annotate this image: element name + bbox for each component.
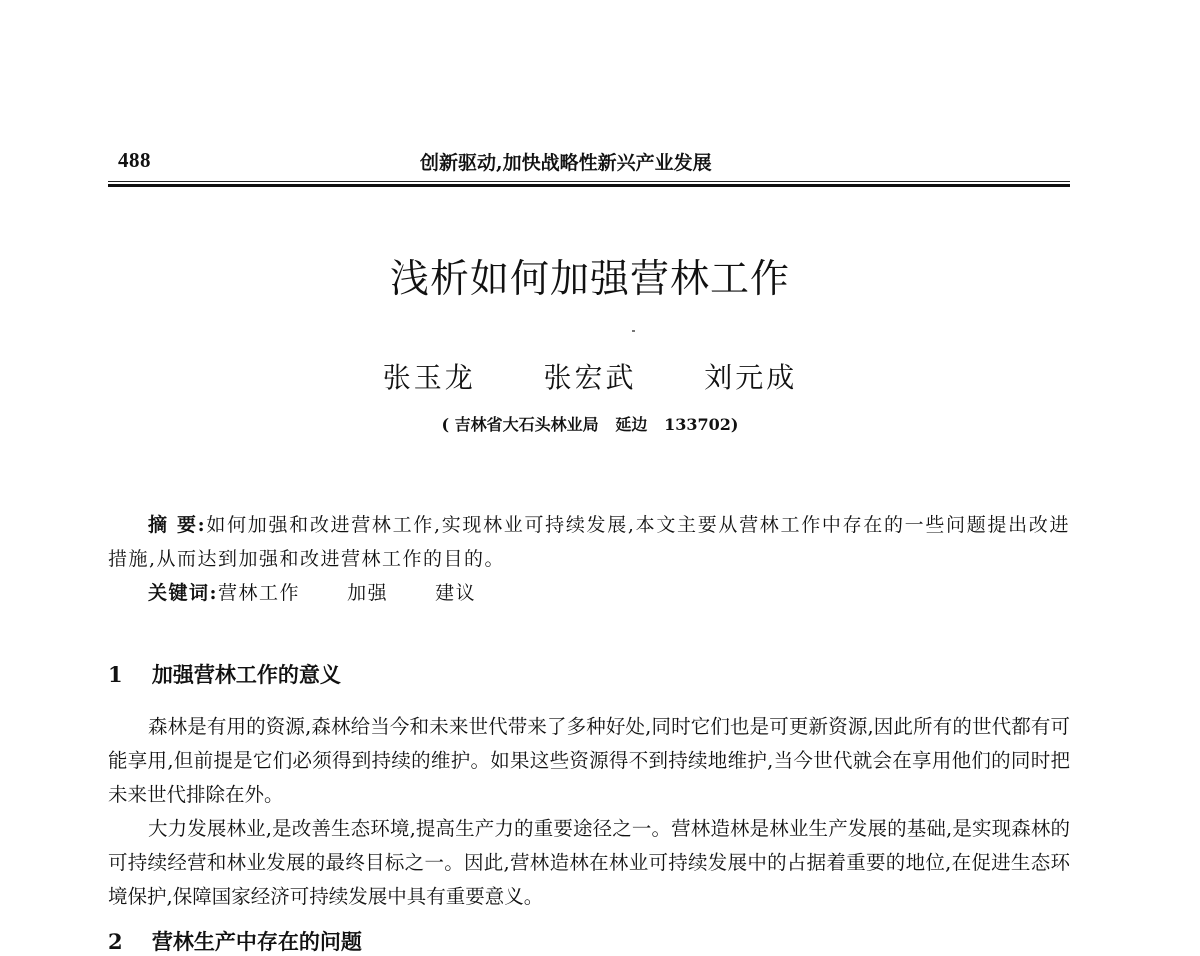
running-title: 创新驱动,加快战略性新兴产业发展	[420, 152, 712, 174]
article-title: 浅析如何加强营林工作	[389, 257, 790, 302]
abstract-text: 如何加强和改进营林工作,实现林业可持续发展,本文主要从营林工作中存在的一些问题提出改进措施,从而达到加强和改进营林工作的目的。	[108, 514, 1070, 570]
abstract	[108, 508, 1070, 576]
keywords-label: 关键词:	[148, 582, 219, 604]
header-rule-thin	[108, 181, 1070, 182]
keywords-list: 营林工作 加强 建议	[218, 582, 477, 604]
section-heading: 2 营林生产中存在的问题	[108, 929, 362, 954]
article-authors: 张玉龙 张宏武 刘元成	[382, 361, 798, 394]
scan-speck	[632, 330, 635, 332]
paragraph: 森林是有用的资源,森林给当今和未来世代带来了多种好处,同时它们也是可更新资源,因此所有的世代都有可能享用,但前提是它们必须得到持续的维护。如果这些资源得不到持续地维护,当今世代就会在享用他们的同时把未来世代排除在外。	[108, 715, 1070, 806]
section-heading: 1 加强营林工作的意义	[108, 662, 341, 687]
article-affiliation: ( 吉林省大石头林业局 延边 133702)	[441, 415, 739, 434]
header-rule-thick	[108, 184, 1070, 187]
paragraph: 大力发展林业,是改善生态环境,提高生产力的重要途径之一。营林造林是林业生产发展的基础,是实现森林的可持续经营和林业发展的最终目标之一。因此,营林造林在林业可持续发展中的占据着重要的地位,在促进生态环境保护,保障国家经济可持续发展中具有重要意义。	[108, 817, 1070, 908]
page-number: 488	[118, 148, 151, 172]
keywords	[108, 576, 1070, 610]
abstract-label: 摘 要:	[148, 514, 207, 536]
